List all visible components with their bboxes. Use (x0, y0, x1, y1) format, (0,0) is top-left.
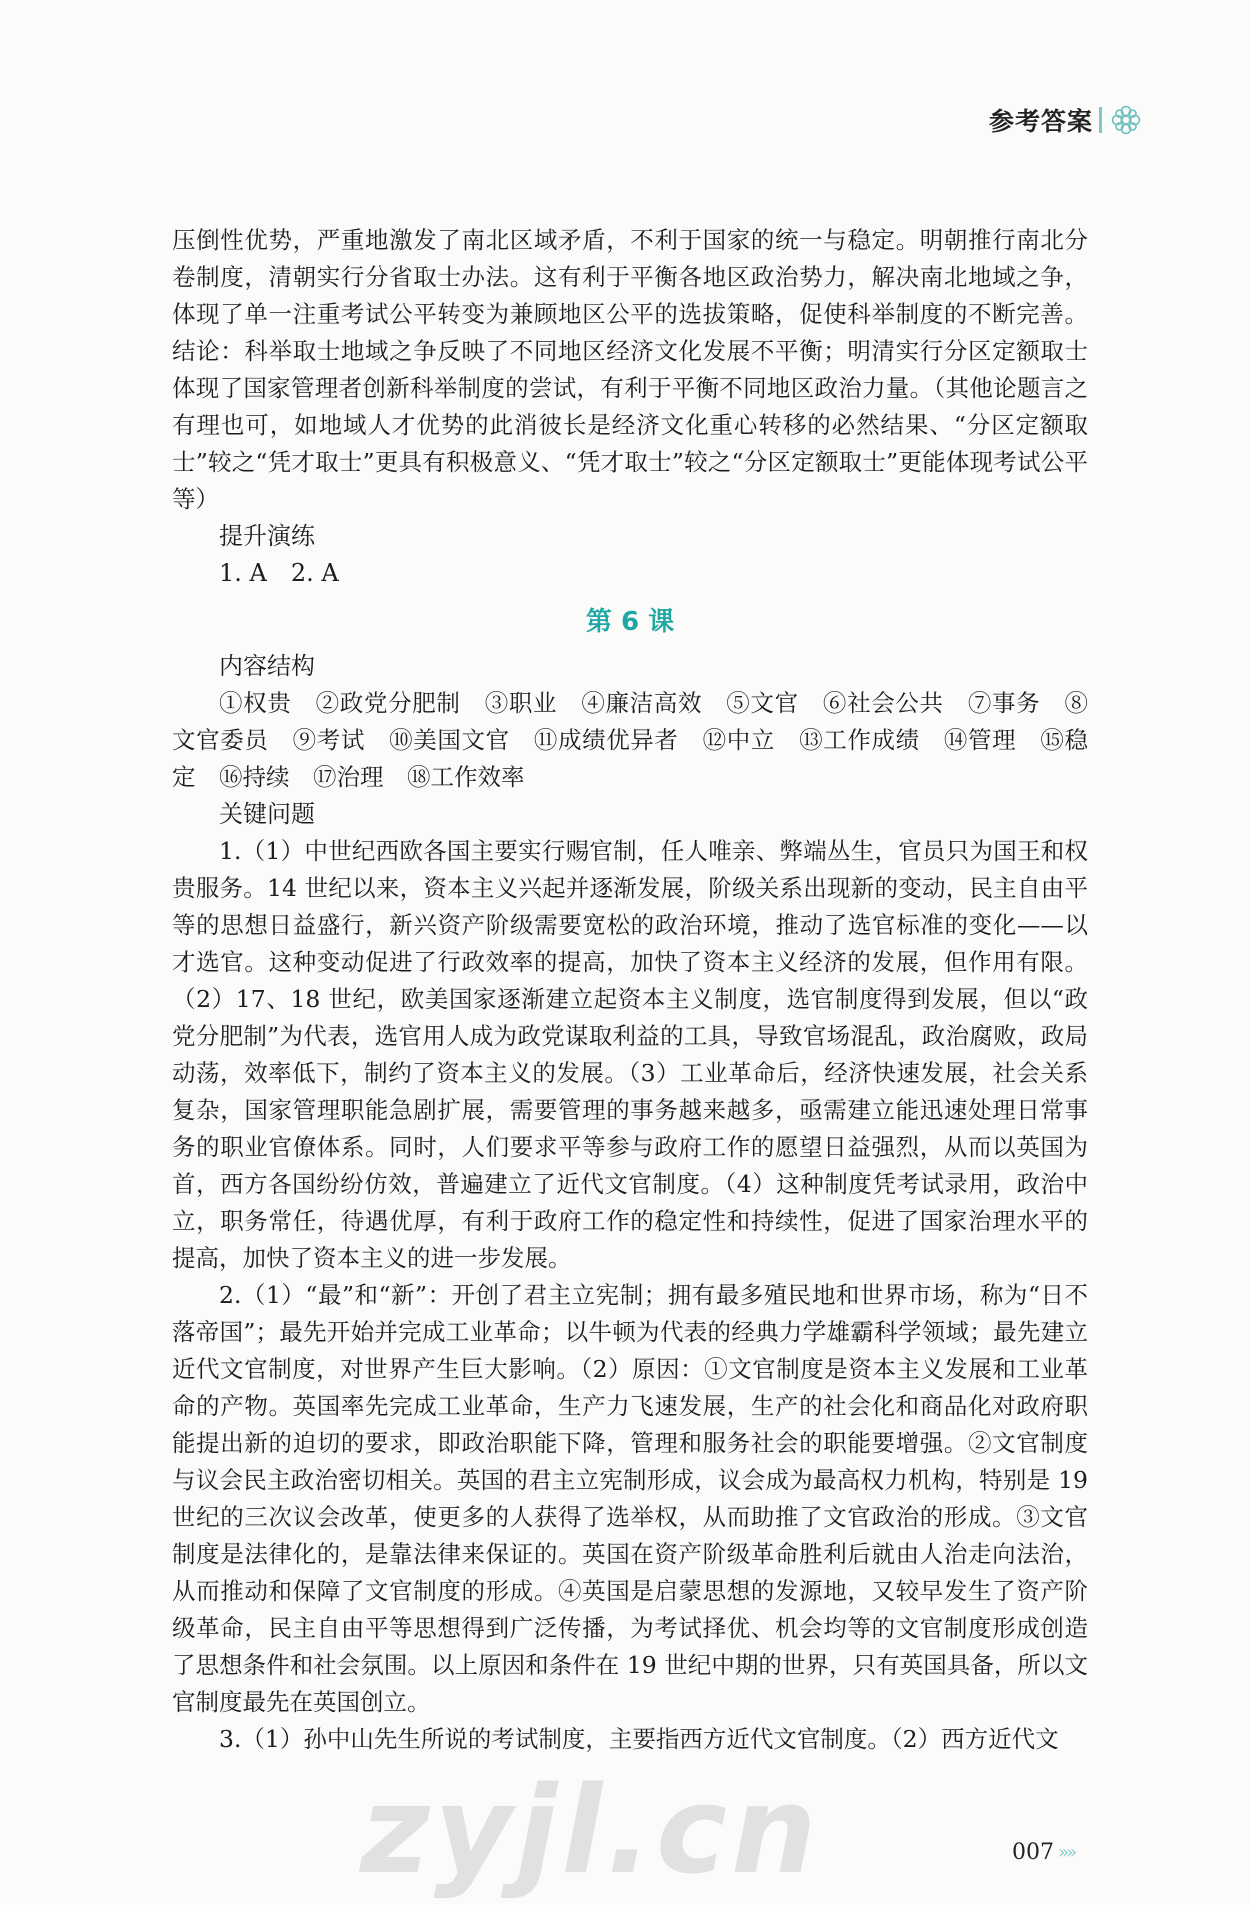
page-number (1012, 1840, 1074, 1865)
section-label: 提升演练 (219, 522, 315, 550)
paragraph: 3.（1）孙中山先生所说的考试制度，主要指西方近代文官制度。（2）西方近代文 (219, 1725, 1059, 1753)
header-title: 参考答案 (988, 107, 1093, 136)
header-divider (1099, 107, 1102, 133)
page-header (989, 102, 1142, 138)
paragraph: 1.（1）中世纪西欧各国主要实行赐官制，任人唯亲、弊端丛生，官员只为国王和权贵服务。14 世纪以来，资本主义兴起并逐渐发展，阶级关系出现新的变动，民主自由平等的思想日益盛行，新兴资产阶级需要宽松的政治环境，推动了选官标准的变化——以才选官。这种变动促进了行政效率的提高，加快了资本主义经济的发展，但作用有限。（2）17、18 世纪，欧美国家逐渐建立起资本主义制度，选官制度得到发展，但以“政党分肥制”为代表，选官用人成为政党谋取利益的工具，导致官场混乱，政治腐败，政局动荡，效率低下，制约了资本主义的发展。（3）工业革命后，经济快速发展，社会关系复杂，国家管理职能急剧扩展，需要管理的事务越来越多，亟需建立能迅速处理日常事务的职业官僚体系。同时，人们要求平等参与政府工作的愿望日益强烈，从而以英国为首，西方各国纷纷仿效，普遍建立了近代文官制度。（4）这种制度凭考试录用，政治中立，职务常任，待遇优厚，有利于政府工作的稳定性和持续性，促进了国家治理水平的提高，加快了资本主义的进一步发展。 (172, 837, 1088, 1272)
lesson-title: 第 6 课 (585, 607, 675, 637)
paragraph: ①权贵 ②政党分肥制 ③职业 ④廉洁高效 ⑤文官 ⑥社会公共 ⑦事务 ⑧文官委员 ⑨考试 ⑩美国文官 ⑪成绩优异者 ⑫中立 ⑬工作成绩 ⑭管理 ⑮稳定 ⑯持续 ⑰治理 ⑱工作效率 (172, 689, 1088, 791)
flower-ornament-icon (1110, 104, 1142, 136)
section-label: 1. A 2. A (219, 559, 339, 587)
paragraph: 2.（1）“最”和“新”：开创了君主立宪制；拥有最多殖民地和世界市场，称为“日不落帝国”；最先开始并完成工业革命；以牛顿为代表的经典力学雄霸科学领域；最先建立近代文官制度，对世界产生巨大影响。（2）原因：①文官制度是资本主义发展和工业革命的产物。英国率先完成工业革命，生产力飞速发展，生产的社会化和商品化对政府职能提出新的迫切的要求，即政治职能下降，管理和服务社会的职能要增强。②文官制度与议会民主政治密切相关。英国的君主立宪制形成，议会成为最高权力机构，特别是 19 世纪的三次议会改革，使更多的人获得了选举权，从而助推了文官政治的形成。③文官制度是法律化的，是靠法律来保证的。英国在资产阶级革命胜利后就由人治走向法治，从而推动和保障了文官制度的形成。④英国是启蒙思想的发源地，又较早发生了资产阶级革命，民主自由平等思想得到广泛传播，为考试择优、机会均等的文官制度形成创造了思想条件和社会氛围。以上原因和条件在 19 世纪中期的世界，只有英国具备，所以文官制度最先在英国创立。 (172, 1281, 1088, 1716)
section-label: 关键问题 (219, 800, 315, 828)
continued-paragraph: 压倒性优势，严重地激发了南北区域矛盾，不利于国家的统一与稳定。明朝推行南北分卷制度，清朝实行分省取士办法。这有利于平衡各地区政治势力，解决南北地域之争，体现了单一注重考试公平转变为兼顾地区公平的选拔策略，促使科举制度的不断完善。结论：科举取士地域之争反映了不同地区经济文化发展不平衡；明清实行分区定额取士体现了国家管理者创新科举制度的尝试，有利于平衡不同地区政治力量。（其他论题言之有理也可，如地域人才优势的此消彼长是经济文化重心转移的必然结果、“分区定额取士”较之“凭才取士”更具有积极意义、“凭才取士”较之“分区定额取士”更能体现考试公平等） (172, 226, 1088, 513)
answer-content (172, 222, 1088, 1758)
watermark: zyjl.cn (360, 1762, 821, 1901)
page-number-text: 007 (1012, 1840, 1054, 1865)
section-label: 内容结构 (219, 652, 315, 680)
double-chevron-icon: »» (1058, 1842, 1075, 1863)
